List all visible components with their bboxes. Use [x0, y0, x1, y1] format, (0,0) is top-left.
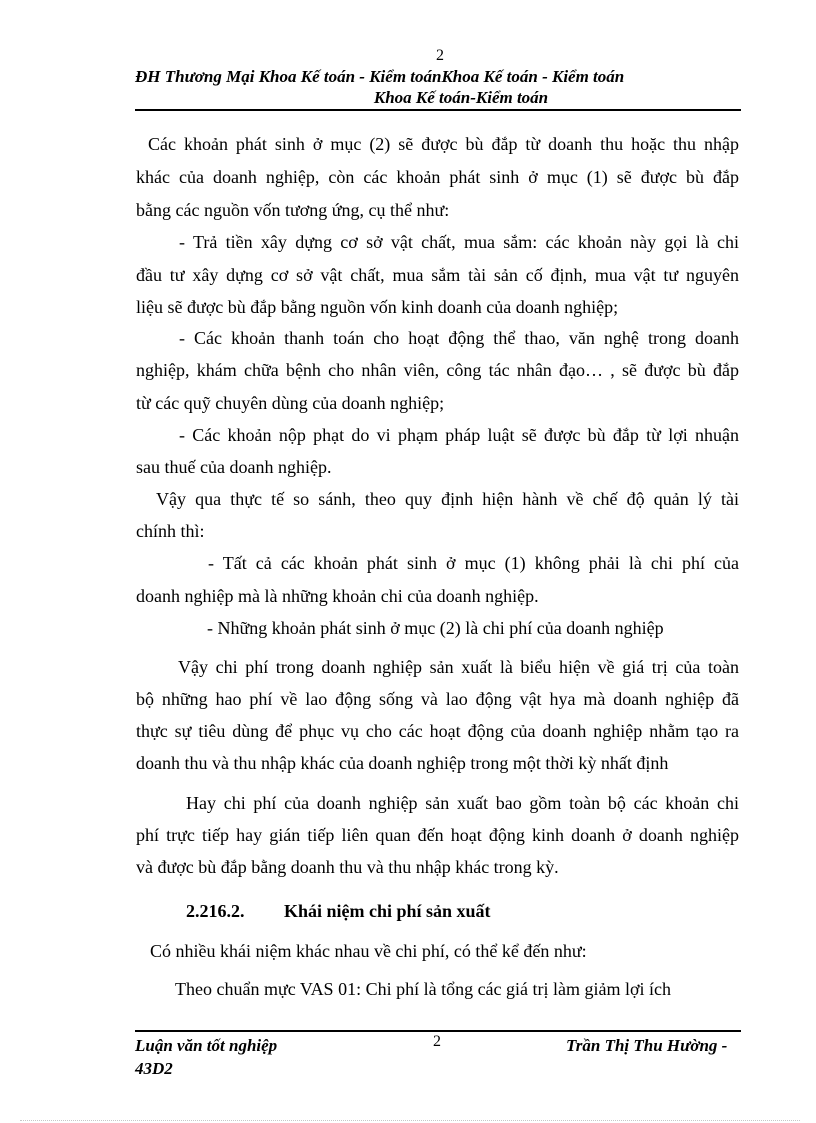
body-line: và được bù đắp bằng doanh thu và thu nhập khác trong kỳ.: [136, 857, 559, 877]
footer-rule: [135, 1030, 741, 1032]
body-line: Theo chuẩn mực VAS 01: Chi phí là tổng các giá trị làm giảm lợi ích: [175, 979, 672, 999]
body-line: đầu tư xây dựng cơ sở vật chất, mua sắm tài sản cố định, mua vật tư nguyên: [136, 265, 739, 285]
body-line: - Tất cả các khoản phát sinh ở mục (1) không phải là chi phí của: [208, 553, 739, 573]
body-line: liệu sẽ được bù đắp bằng nguồn vốn kinh doanh của doanh nghiệp;: [136, 297, 619, 317]
body-line: sau thuế của doanh nghiệp.: [136, 457, 332, 477]
footer-left-line-1: Luận văn tốt nghiệp: [135, 1036, 278, 1055]
body-line: phí trực tiếp hay gián tiếp liên quan đến hoạt động kinh doanh ở doanh nghiệp: [136, 825, 739, 845]
page-edge-divider: [20, 1120, 800, 1121]
body-line: nghiệp, khám chữa bệnh cho nhân viên, công tác nhân đạo… , sẽ được bù đắp: [136, 360, 739, 380]
body-line: từ các quỹ chuyên dùng của doanh nghiệp;: [136, 393, 445, 413]
body-line: bộ những hao phí về lao động sống và lao động vật hya mà doanh nghiệp đã: [136, 689, 739, 709]
body-line: bằng các nguồn vốn tương ứng, cụ thể như:: [136, 200, 450, 220]
body-line: Vậy chi phí trong doanh nghiệp sản xuất là biểu hiện về giá trị của toàn: [178, 657, 739, 677]
body-line: Các khoản phát sinh ở mục (2) sẽ được bù đắp từ doanh thu hoặc thu nhập: [148, 134, 739, 154]
body-line: - Các khoản thanh toán cho hoạt động thể thao, văn nghệ trong doanh: [179, 328, 739, 348]
footer-left-line-2: 43D2: [135, 1059, 173, 1078]
body-line: - Những khoản phát sinh ở mục (2) là chi phí của doanh nghiệp: [207, 618, 664, 638]
body-line: Vậy qua thực tế so sánh, theo quy định hiện hành về chế độ quản lý tài: [156, 489, 739, 509]
header-rule: [135, 109, 741, 111]
header-line-1: ĐH Thương Mại Khoa Kế toán - Kiểm toánKhoa Kế toán - Kiểm toán: [135, 67, 625, 86]
body-line: thực sự tiêu dùng để phục vụ cho các hoạt động của doanh nghiệp nhằm tạo ra: [136, 721, 739, 741]
body-line: chính thì:: [136, 521, 205, 541]
body-line: - Trả tiền xây dựng cơ sở vật chất, mua sắm: các khoản này gọi là chi: [179, 232, 739, 252]
body-line: Hay chi phí của doanh nghiệp sản xuất bao gồm toàn bộ các khoản chi: [186, 793, 739, 813]
section-title: Khái niệm chi phí sản xuất: [284, 901, 491, 921]
header-page-number: 2: [436, 47, 444, 64]
header-line-2: Khoa Kế toán-Kiểm toán: [373, 88, 549, 107]
body-line: doanh nghiệp mà là những khoản chi của doanh nghiệp.: [136, 586, 539, 606]
footer-author: Trần Thị Thu Hường -: [566, 1036, 728, 1055]
footer-page-number: 2: [433, 1033, 441, 1050]
body-line: - Các khoản nộp phạt do vi phạm pháp luật sẽ được bù đắp từ lợi nhuận: [179, 425, 739, 445]
section-number: 2.216.2.: [186, 901, 245, 921]
body-line: doanh thu và thu nhập khác của doanh nghiệp trong một thời kỳ nhất định: [136, 753, 669, 773]
body-line: khác của doanh nghiệp, còn các khoản phát sinh ở mục (1) sẽ được bù đắp: [136, 167, 739, 187]
body-line: Có nhiều khái niệm khác nhau về chi phí, có thể kể đến như:: [150, 941, 587, 961]
